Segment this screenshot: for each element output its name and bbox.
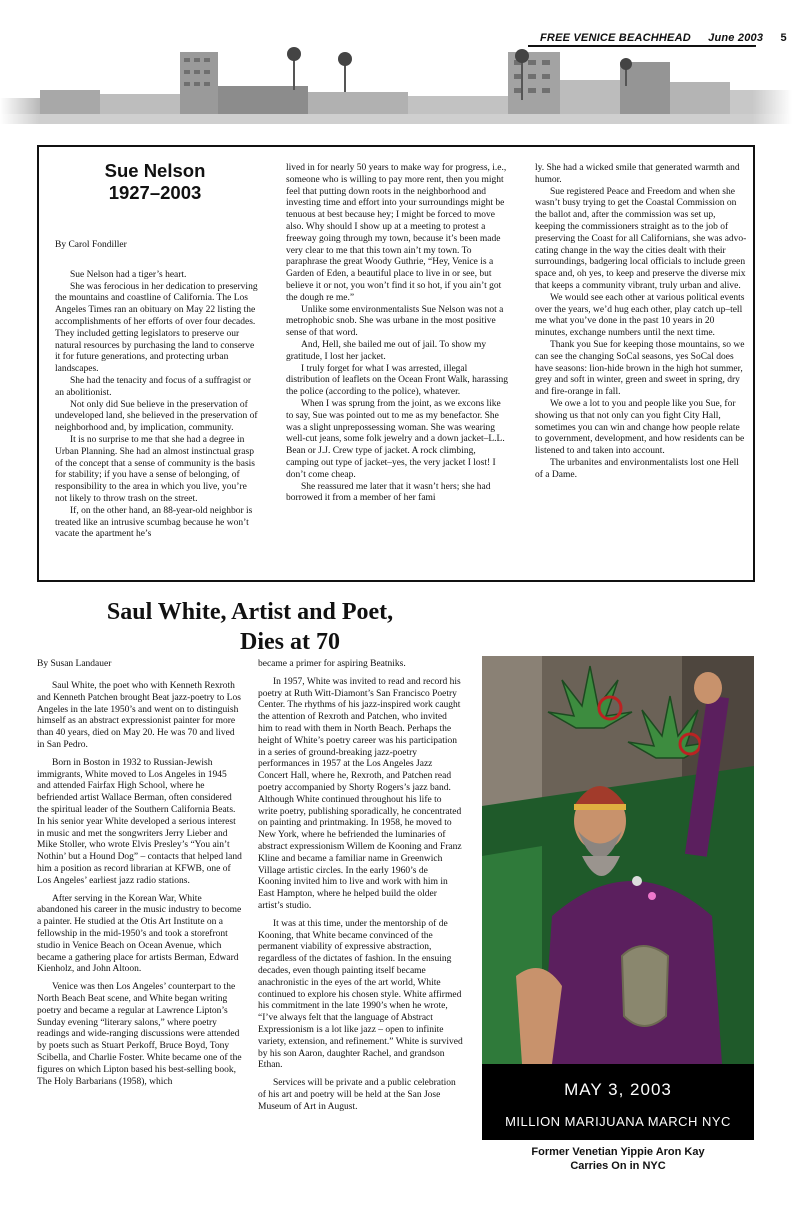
protester-photo-image	[482, 656, 754, 1064]
paragraph: Saul White, the poet who with Kenneth Rexroth and Kenneth Patchen brought Beat jazz-poetry to Los Angeles in the late 1950’s and went on to distinguish himself as an abstract expressionist painter for more than 40 years, died on May 20. He was 70 and lived in San Pedro.	[37, 681, 241, 750]
headline-line-2: Dies at 70	[240, 629, 340, 655]
paragraph: Services will be private and a public celebration of his art and poetry will be held at the San Jose Museum of Art in August.	[258, 1078, 456, 1112]
paragraph: She was ferocious in her dedication to preserving the mountains and coastline of California. The Los Angeles Times ran an obituary on May 22 listing the accomplishments of her efforts of over four decades. They included getting legislators to preserve our natural resources by purchasing the land to conserve it for future generations, and protecting urban landscapes.	[55, 281, 258, 375]
caption-event: MILLION MARIJUANA MARCH NYC	[505, 1114, 731, 1129]
paragraph: It is no surprise to me that she had a degree in Urban Planning. She had an almost instinctual grasp of the concept that a sense of community is the basis for stability; if you have a sense of belonging, of responsibility to the area in which you live, you’re not likely to throw trash on the street.	[55, 434, 255, 504]
paragraph: She had the tenacity and focus of a suffragist or an abolitionist.	[55, 375, 252, 398]
page-number: 5	[780, 32, 787, 44]
venice-skyline-photo	[0, 46, 792, 124]
paragraph: Sue Nelson had a tiger’s heart.	[70, 269, 187, 280]
paragraph: The urbanites and environmentalists lost one Hell of a Dame.	[535, 457, 739, 480]
publication-name: FREE VENICE BEACHHEAD	[540, 32, 691, 44]
masthead	[0, 0, 792, 128]
running-head	[540, 32, 787, 44]
paragraph: After serving in the Korean War, White abandoned his career in the music industry to become a painter. He studied at the Otis Art Institute on a fellowship in the mid-1950’s and took a storefront studio in Venice Beach on Ocean Avenue, which became a gathering place for artists Berman, Edward Kienholz, and John Altoon.	[37, 893, 242, 975]
sue-nelson-headline	[55, 160, 255, 204]
byline: By Carol Fondiller	[55, 240, 127, 250]
paragraph: Thank you Sue for keeping those mountains, so we can see the changing SoCal seasons, yes SoCal does have seasons: lion-hide brown in the high hot summer, grey and soft in winter, green and sweet in spring, dry and fire-orange in fall.	[535, 339, 745, 398]
paragraph: I truly forget for what I was arrested, illegal distribution of leaflets on the Ocean Front Walk, harassing the police (according to the police), whatever.	[286, 363, 508, 398]
headline-name: Sue Nelson	[104, 160, 206, 181]
byline: By Susan Landauer	[37, 659, 112, 669]
paragraph: And, Hell, she bailed me out of jail. To show my gratitude, I lost her jacket.	[286, 339, 487, 362]
paragraph: We would see each other at various political events over the years, we’d hug each other, play catch up–tell me what you’ve done in the past 10 years in 20 minutes, exchange numbers until the next time.	[535, 292, 745, 339]
headline-line-1: Saul White, Artist and Poet,	[106, 599, 394, 625]
sue-column-1	[55, 240, 260, 541]
paragraph: We owe a lot to you and people like you Sue, for showing us that not only can you fight City Hall, sometimes you can win and change how people relate to government, development, and how residents can be listened to and taken into account.	[535, 398, 745, 457]
paragraph: Not only did Sue believe in the preservation of undeveloped land, she believed in the preservation of neighborhood and, by implication, community.	[55, 399, 258, 434]
issue-date: June 2003	[708, 32, 764, 44]
caption-line-1: Former Venetian Yippie Aron Kay	[531, 1146, 705, 1158]
caption-date: MAY 3, 2003	[564, 1080, 672, 1099]
paragraph: became a primer for aspiring Beatniks.	[258, 659, 406, 669]
paragraph: It was at this time, under the mentorship of de Kooning, that White became convinced of the permanent viability of expressive abstraction, regardless of the dictates of fashion. In the ensuing decades, even though painting itself became anachronistic in the eyes of the art world, White continued to explore his chosen style. White affirmed his commitment in the late 1990’s when he wrote, “I’ve always felt that the language of Abstract Expressionism is a lot like jazz – open to infinite variety, extension, and refinement.” White is survived by his son Aaron, daughter Rachel, and grandson Ethan.	[258, 918, 463, 1071]
paragraph: ly. She had a wicked smile that generated warmth and humor.	[535, 163, 740, 185]
paragraph: Sue registered Peace and Freedom and when she wasn’t busy trying to get the Coastal Commission on the ballot and, after the commission was set up, keeping the commissioners straight as to the job of preserving the Coast for all Californians, she was advocating change in the way the cities dealt with their surroundings, badgering local officials to include green space and, oh yes, to keep and preserve the diverse mix that keeps a community vibrant, truly urban and alive.	[535, 186, 747, 291]
paragraph: When I was sprung from the joint, as we excons like to say, Sue was pointed out to me as my benefactor. She was a slight unprepossessing woman. She was wearing well-cut jeans, some folk jewelry and a down jacket–L.L. Bean or J.J. Crew type of jacket. A rock climbing, camping out type of jacket–yes, the very jacket I lost! I don’t come cheap.	[286, 398, 505, 480]
saul-white-headline	[40, 597, 460, 657]
paragraph: If, on the other hand, an 88-year-old neighbor is treated like an intrusive scumbag because he won’t vacate the apartment he’s	[55, 505, 253, 540]
paragraph: In 1957, White was invited to read and record his poetry at Ruth Witt-Diamont’s San Francisco Poetry Center. The rhythms of his jazz-inspired work caught the attention of Rexroth and Patchen, who invited him to read with them in North Beach. Perhaps the height of White’s poetry career was his participation in a series of ground-breaking jazz-poetry performances in 1957 at the Los Angeles Jazz Concert Hall, where he, Rexroth, and Patchen read poetry accompanied by Shorty Rogers’s jazz band. Although White continued throughout his life to write poetry, publishing sporadically, he concentrated on painting and printmaking. In 1958, he moved to New York, where he befriended the luminaries of abstract expressionism Willem de Kooning and Franz Kline and became a familiar name in Greenwich Village artistic circles. In the early 1960’s de Kooning invited him to live and work with him in East Hampton, where he helped build the older artist’s studio.	[258, 676, 462, 911]
paragraph: Unlike some environmentalists Sue Nelson was not a metrophobic snob. She was urbane in the most positive sense of that word.	[286, 304, 504, 339]
saul-column-2	[258, 659, 463, 1113]
paragraph: Venice was then Los Angeles’ counterpart to the North Beach Beat scene, and White began writing poetry and became a regular at Lawrence Lipton’s Sunday evening “literary salons,” where poetry readings and wide-ranging discussions were attended by poets such as Stuart Perkoff, Bruce Boyd, Tony Scibella, and Charlie Foster. White became one of the figures on which Lipton based his best-selling book, The Holy Barbarians (1958), which	[37, 982, 242, 1087]
sue-column-3	[535, 163, 747, 482]
paragraph: lived in for nearly 50 years to make way for progress, i.e., someone who is willing to pay more rent, then you might feel that putting down roots in the neighborhood and investing time and effort into your surroundings might be tenuous at best because hey; I might be forced to move also. Why should I show up at a meeting to protest a freeway going through my town, because it’s been made very clear to me that this town ain’t my town. To paraphrase the great Woody Guthrie, “Hey, Venice is a Garden of Eden, a beautiful place to live in or see, but believe it or not, you won’t find it so hot, if you ain’t got the dough re me.”	[286, 163, 507, 303]
march-photo	[482, 656, 754, 1140]
caption-line-2: Carries On in NYC	[570, 1160, 666, 1172]
sue-column-2	[286, 163, 508, 505]
saul-column-1	[37, 681, 242, 1088]
paragraph: Born in Boston in 1932 to Russian-Jewish immigrants, White moved to Los Angeles in 1945 and attended Fairfax High School, where he befriended artist Wallace Berman, often considered the spiritual leader of the Southern California Beats. In his senior year White developed a serious interest in music and met the songwriters Jerry Lieber and Mike Stoller, who wrote Elvis Presley’s “You ain’t Nothin’ but a Hound Dog” – contacts that helped land him a position as record librarian at KFWB, one of Los Angeles’ earliest jazz radio stations.	[37, 757, 242, 886]
photo-caption-box	[482, 1064, 754, 1140]
photo-caption	[482, 1145, 754, 1173]
headline-years: 1927–2003	[108, 182, 202, 203]
paragraph: She reassured me later that it wasn’t hers; she had borrowed it from a member of her fami	[286, 481, 491, 504]
